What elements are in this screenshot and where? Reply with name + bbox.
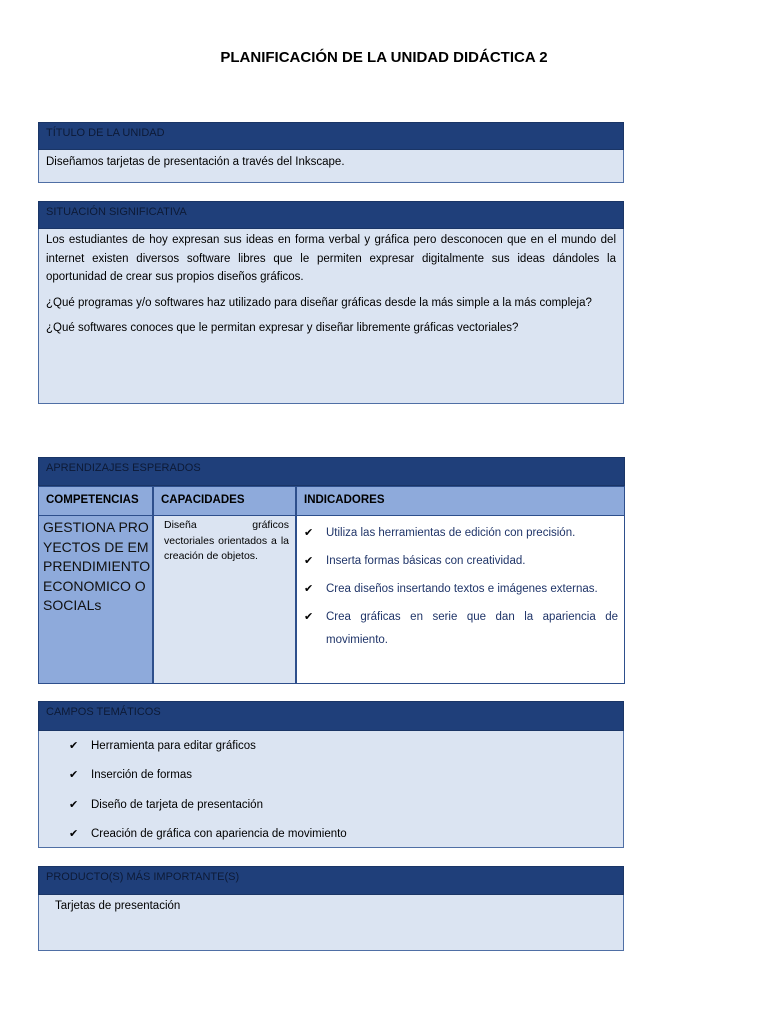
situacion-header-label: SITUACIÓN SIGNIFICATIVA (46, 206, 187, 218)
indicador-item (304, 550, 618, 573)
check-icon: ✔ (304, 527, 314, 539)
situacion-question: ¿Qué softwares conoces que le permitan expresar y diseñar libremente gráficas vectoriales? (46, 322, 519, 334)
aprendizajes-table-row (38, 516, 625, 684)
titulo-unidad-section (38, 122, 624, 183)
indicador-text: Inserta formas básicas con creatividad. (326, 555, 526, 567)
situacion-box (38, 229, 624, 404)
capacidad-cell (153, 516, 296, 684)
check-icon: ✔ (304, 583, 314, 595)
campo-text: Creación de gráfica con apariencia de movimiento (91, 827, 347, 840)
check-icon: ✔ (69, 827, 79, 840)
campos-section (38, 701, 624, 848)
aprendizajes-table-header (38, 486, 625, 516)
indicador-text: Crea gráficas en serie que dan la apariencia de movimiento. (326, 611, 618, 646)
indicador-text: Crea diseños insertando textos e imágenes externas. (326, 583, 598, 595)
check-icon: ✔ (69, 798, 79, 811)
indicador-item (304, 578, 618, 601)
producto-box (38, 895, 624, 951)
capacidad-text: Diseña gráficos vectoriales orientados a la creación de objetos. (164, 519, 289, 562)
campo-item (39, 798, 623, 827)
campo-text: Diseño de tarjeta de presentación (91, 798, 263, 811)
indicadores-cell (296, 516, 625, 684)
producto-header (38, 866, 624, 895)
titulo-unidad-header (38, 122, 624, 150)
aprendizajes-header-label: APRENDIZAJES ESPERADOS (46, 462, 201, 474)
page-title: PLANIFICACIÓN DE LA UNIDAD DIDÁCTICA 2 (220, 49, 548, 66)
indicador-item (304, 606, 618, 652)
check-icon: ✔ (304, 611, 314, 623)
column-header-competencias: COMPETENCIAS (38, 486, 153, 516)
column-header-capacidades: CAPACIDADES (153, 486, 296, 516)
campo-text: Inserción de formas (91, 769, 192, 782)
situacion-question: ¿Qué programas y/o softwares haz utilizado para diseñar gráficas desde la más simple a la más compleja? (46, 296, 592, 309)
titulo-unidad-box (38, 150, 624, 183)
campo-item (39, 827, 623, 856)
campos-header (38, 701, 624, 731)
campos-header-label: CAMPOS TEMÁTICOS (46, 706, 161, 718)
producto-text: Tarjetas de presentación (55, 900, 181, 912)
column-header-indicadores: INDICADORES (296, 486, 625, 516)
titulo-unidad-text: Diseñamos tarjetas de presentación a través del Inkscape. (46, 156, 345, 168)
check-icon: ✔ (69, 769, 79, 782)
check-icon: ✔ (304, 555, 314, 567)
aprendizajes-section (38, 457, 625, 486)
campo-text: Herramienta para editar gráficos (91, 740, 256, 752)
campo-item (39, 768, 623, 797)
indicador-item (304, 522, 618, 545)
competencia-text: GESTIONA PROYECTOS DE EMPRENDIMIENTO ECONOMICO O SOCIALs (43, 519, 151, 613)
aprendizajes-header (38, 457, 625, 486)
indicador-text: Utiliza las herramientas de edición con precisión. (326, 527, 576, 539)
campo-item (39, 739, 623, 768)
check-icon: ✔ (69, 740, 79, 752)
titulo-unidad-header-label: TÍTULO DE LA UNIDAD (46, 127, 165, 139)
situacion-header (38, 201, 624, 229)
producto-section (38, 866, 624, 951)
situacion-section (38, 201, 624, 404)
competencia-cell (38, 516, 153, 684)
campos-box (38, 731, 624, 848)
producto-header-label: PRODUCTO(S) MÁS IMPORTANTE(S) (46, 871, 240, 883)
situacion-paragraph: Los estudiantes de hoy expresan sus ideas en forma verbal y gráfica pero desconocen que en el mundo del internet existen diversos software libres que le permiten expresar digitalmente sus ideas dándoles la oportunidad de crear sus propios diseños gráficos. (46, 234, 616, 283)
